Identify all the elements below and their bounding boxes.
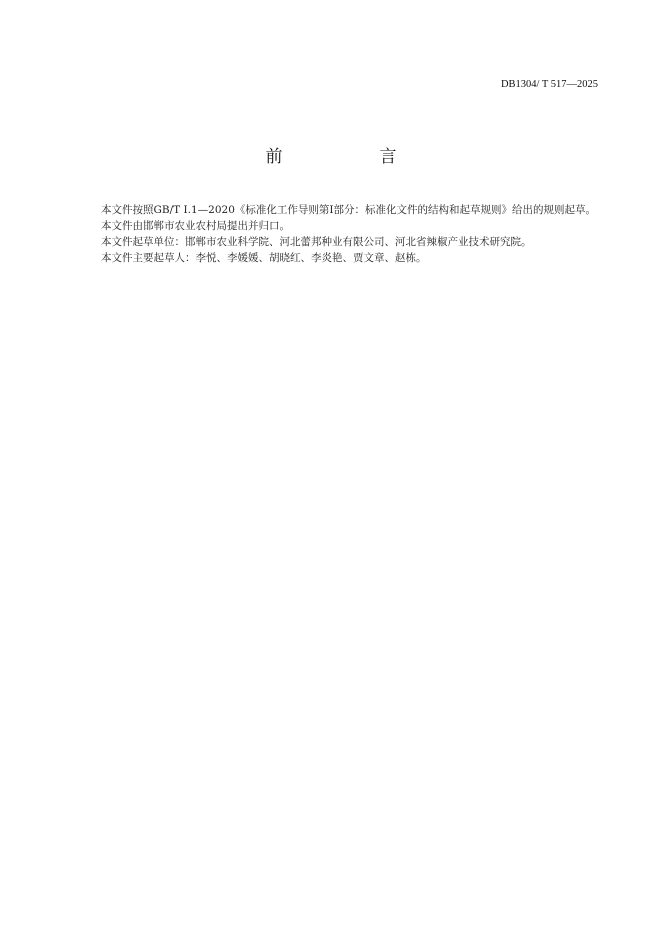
- paragraph-drafters: 本文件主要起草人：李悦、李媛媛、胡晓红、李炎艳、贾文章、赵栋。: [101, 252, 427, 264]
- paragraph-drafting-units: 本文件起草单位：邯郸市农业科学院、河北蕾邦种业有限公司、河北省辣椒产业技术研究院。: [101, 236, 532, 248]
- paragraph-proposer: 本文件由邯郸市农业农村局提出并归口。: [101, 220, 290, 232]
- foreword-body: [80, 202, 600, 266]
- page-title: 前 言: [265, 147, 437, 167]
- paragraph-drafting-rules: 本文件按照GB/T Ⅰ.1—2020《标准化工作导则第Ⅰ部分：标准化文件的结构和起草规则》给出的规则起草。: [101, 204, 597, 216]
- document-code: DB1304/ T 517—2025: [500, 79, 598, 90]
